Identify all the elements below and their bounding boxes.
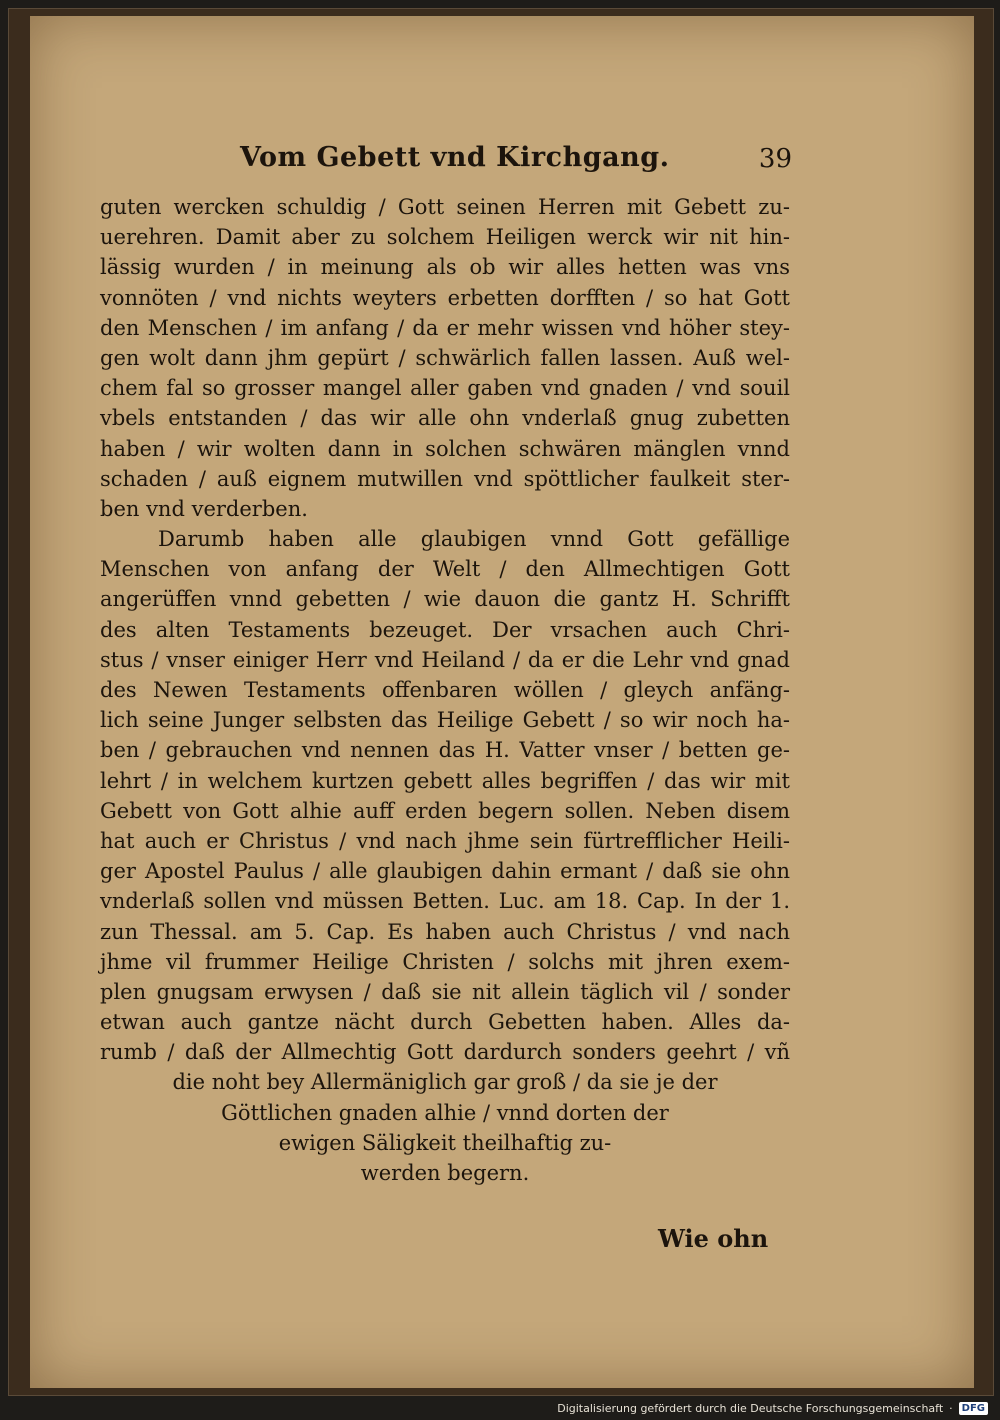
page-number: 39 (758, 144, 792, 174)
text-line: schaden / auß eignem mutwillen vnd spöttlicher faulkeit ster- (100, 466, 790, 491)
text-line: rumb / daß der Allmechtig Gott dardurch sonders geehrt / vñ (100, 1040, 790, 1065)
page-text-block (100, 136, 790, 1188)
digitization-footer: Digitalisierung gefördert durch die Deutsche Forschungsgemeinschaft · DFG (557, 1400, 988, 1416)
running-head-title: Vom Gebett vnd Kirchgang. (240, 142, 670, 173)
text-line: angerüffen vnnd gebetten / wie dauon die gantz H. Schrifft (100, 587, 790, 612)
text-line: des Newen Testaments offenbaren wöllen / gleych anfäng- (100, 678, 790, 702)
book-page (30, 16, 974, 1388)
text-line: haben / wir wolten dann in solchen schwären mänglen vnnd (100, 436, 790, 461)
text-line: stus / vnser einiger Herr vnd Heiland / da er die Lehr vnd gnad (100, 647, 790, 672)
text-line: etwan auch gantze nächt durch Gebetten haben. Alles da- (100, 1010, 790, 1035)
text-line: plen gnugsam erwysen / daß sie nit allein täglich vil / sonder (100, 979, 790, 1004)
text-line: vbels entstanden / das wir alle ohn vnderlaß gnug zubetten (100, 406, 790, 431)
text-line: vnderlaß sollen vnd müssen Betten. Luc. am 18. Cap. In der 1. (100, 889, 790, 914)
text-line: Darumb haben alle glaubigen vnnd Gott gefällige (158, 527, 790, 552)
text-line: Gebett von Gott alhie auff erden begern sollen. Neben disem (100, 798, 790, 823)
text-line: ben / gebrauchen vnd nennen das H. Vatter vnser / betten ge- (100, 738, 790, 763)
text-line: lässig wurden / in meinung als ob wir alles hetten was vns (100, 255, 790, 280)
text-line: hat auch er Christus / vnd nach jhme sein fürtrefflicher Heili- (100, 828, 790, 853)
text-line: chem fal so grosser mangel aller gaben vnd gnaden / vnd souil (100, 376, 790, 401)
running-head (100, 136, 790, 188)
text-line: lehrt / in welchem kurtzen gebett alles begriffen / das wir mit (100, 768, 790, 793)
text-line: werden begern. (360, 1161, 530, 1185)
text-line: vonnöten / vnd nichts weyters erbetten dorfften / so hat Gott (100, 285, 790, 310)
text-line: jhme vil frummer Heilige Christen / solchs mit jhren exem- (100, 949, 790, 974)
text-line: guten wercken schuldig / Gott seinen Herren mit Gebett zu- (100, 195, 790, 219)
body-text (100, 192, 790, 1188)
text-line: ewigen Säligkeit theilhaftig zu- (278, 1130, 612, 1155)
dfg-logo: DFG (959, 1402, 988, 1415)
text-line: zun Thessal. am 5. Cap. Es haben auch Christus / vnd nach (100, 919, 790, 944)
text-line: Göttlichen gnaden alhie / vnnd dorten der (221, 1100, 669, 1125)
footer-text: Digitalisierung gefördert durch die Deutsche Forschungsgemeinschaft (557, 1401, 944, 1415)
text-line: des alten Testaments bezeuget. Der vrsachen auch Chri- (100, 617, 790, 642)
text-line: lich seine Junger selbsten das Heilige Gebett / so wir noch ha- (100, 708, 790, 733)
text-line: den Menschen / im anfang / da er mehr wissen vnd höher stey- (100, 315, 790, 340)
text-line: die noht bey Allermäniglich gar groß / da sie je der (172, 1070, 718, 1095)
text-line: ben vnd verderben. (100, 496, 308, 521)
text-line: ger Apostel Paulus / alle glaubigen dahin ermant / daß sie ohn (100, 859, 790, 884)
text-line: Menschen von anfang der Welt / den Allmechtigen Gott (100, 557, 790, 582)
catchword: Wie ohn (658, 1224, 769, 1253)
text-line: gen wolt dann jhm gepürt / schwärlich fallen lassen. Auß wel- (100, 345, 790, 370)
text-line: uerehren. Damit aber zu solchem Heiligen werck wir nit hin- (100, 225, 790, 250)
